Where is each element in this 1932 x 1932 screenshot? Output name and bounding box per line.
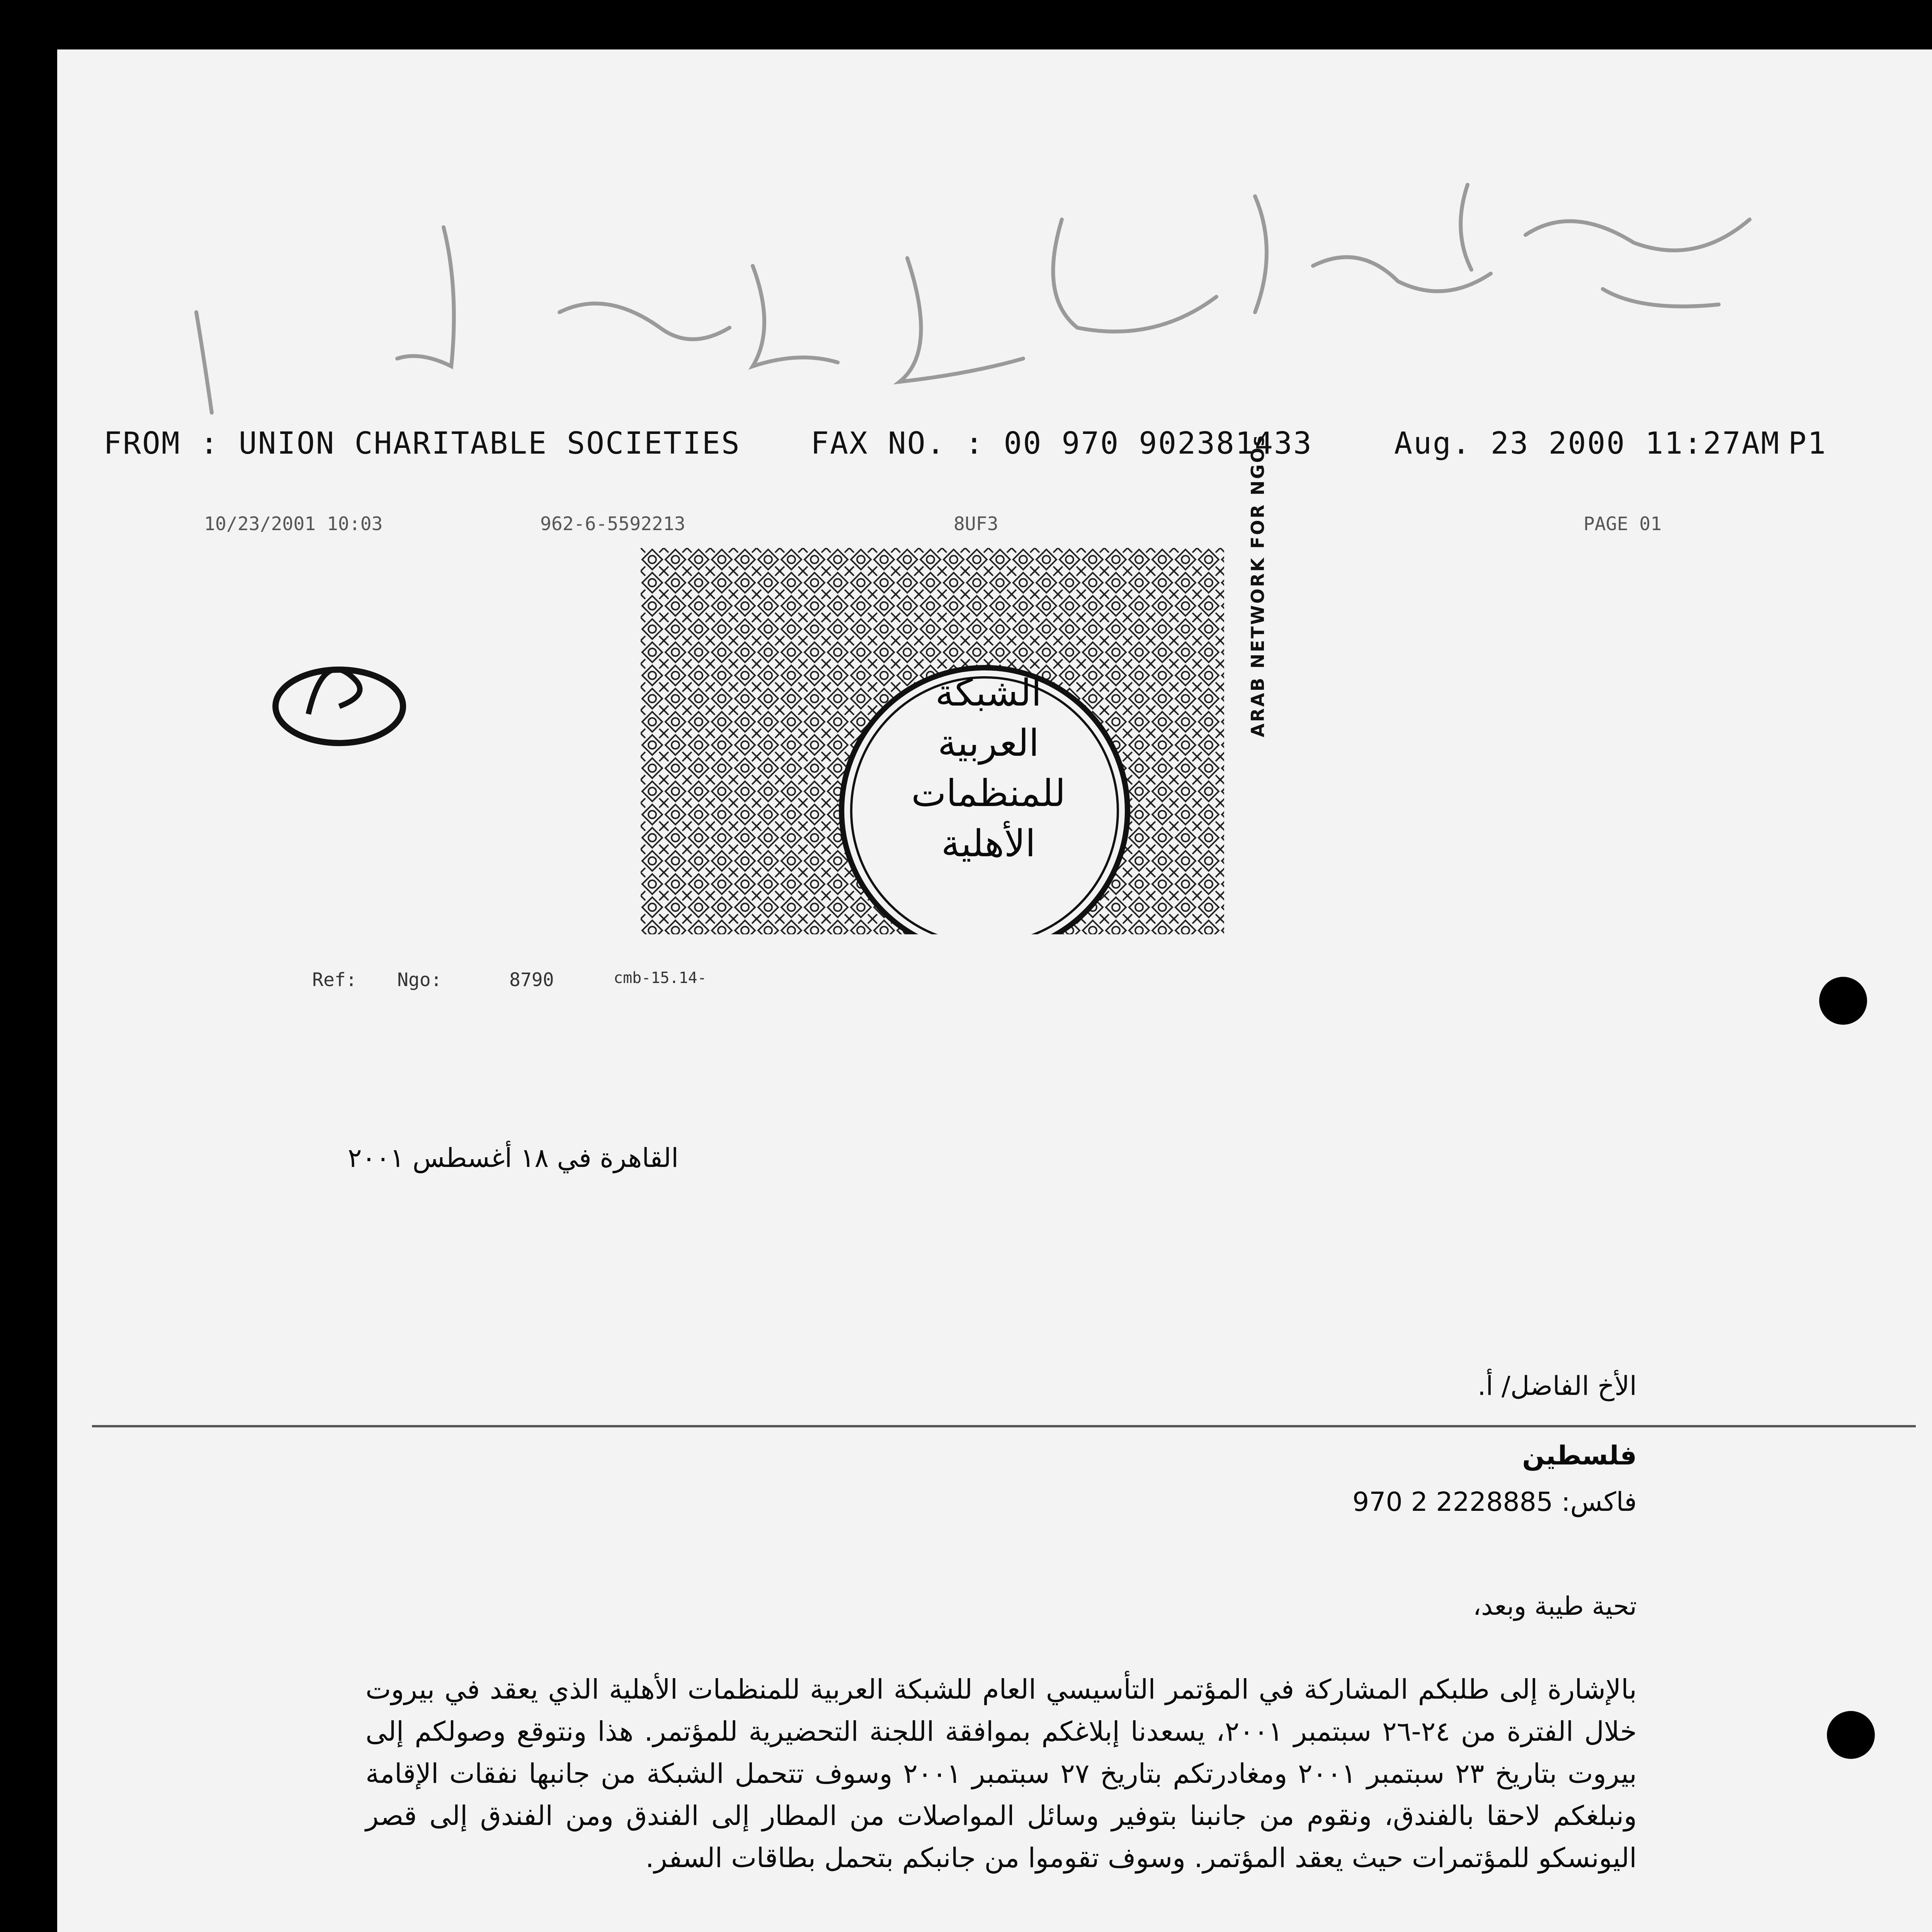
recipient-fax [1352,1487,1637,1517]
handwritten-loop-mark [262,645,424,760]
seal-line-3: للمنظمات [911,772,1066,815]
fax-number: FAX NO. : 00 970 902381433 [811,426,1313,461]
seal-line-1: الشبكة [935,671,1042,714]
fax-from: FROM : UNION CHARITABLE SOCIETIES [104,426,741,461]
ref-extra: cmb-15.14- [614,969,707,987]
recipient-fax-number: 970 2 2228885 [1352,1487,1553,1517]
greeting: تحية طيبة وبعد، [1473,1591,1637,1621]
letter-date: القاهرة في ١٨ أغسطس ٢٠٠١ [347,1143,679,1173]
handwritten-annotation [173,150,1835,420]
prior-fax-number: 962-6-5592213 [540,513,685,535]
prior-fax-date: 10/23/2001 10:03 [204,513,383,535]
letter-page [57,49,1932,1932]
seal-line-4: الأهلية [941,822,1036,865]
body-paragraph: بالإشارة إلى طلبكم المشاركة في المؤتمر التأسيسي العام للشبكة العربية للمنظمات الأهلية الذي يعقد في بيروت خلال الفترة من ٢٤-٢٦ سبتمبر ٢٠٠١، يسعدنا إبلاغكم بموافقة اللجنة التحضيرية للمؤتمر. هذا ونتوقع وصولكم إلى بيروت بتاريخ ٢٣ سبتمبر ٢٠٠١ ومغادرتكم بتاريخ ٢٧ سبتمبر ٢٠٠١ وسوف تتحمل الشبكة من جانبها نفقات الإقامة ونبلغكم لاحقا بالفندق، ونقوم من جانبنا بتوفير وسائل المواصلات من المطار إلى الفندق ومن الفندق إلى قصر اليونسكو للمؤتمرات حيث يعقد المؤتمر. وسوف تقوموا من جانبكم بتحمل بطاقات السفر. [366,1673,1637,1874]
ref-label: Ref: [312,969,357,991]
recipient-salutation: الأخ الفاضل/ أ. [1477,1371,1637,1401]
fax-datetime: Aug. 23 2000 11:27AM [1394,426,1781,461]
fax-streak-line [92,1425,1916,1427]
letterhead-org-english: ARAB NETWORK FOR NGOs [1247,434,1268,737]
seal-line-2: العربية [937,721,1039,765]
punch-hole-bottom [1827,1711,1875,1759]
fax-page: P1 [1788,426,1827,461]
punch-hole-top [1819,977,1867,1025]
ref-prefix: Ngo: [397,969,442,991]
prior-fax-code: 8UF3 [954,513,998,535]
ref-number: 8790 [509,969,554,991]
letterhead-seal-text [857,668,1120,869]
recipient-country: فلسطين [1522,1440,1637,1471]
recipient-fax-label: فاكس: [1561,1487,1637,1517]
prior-fax-page: PAGE 01 [1583,513,1662,535]
